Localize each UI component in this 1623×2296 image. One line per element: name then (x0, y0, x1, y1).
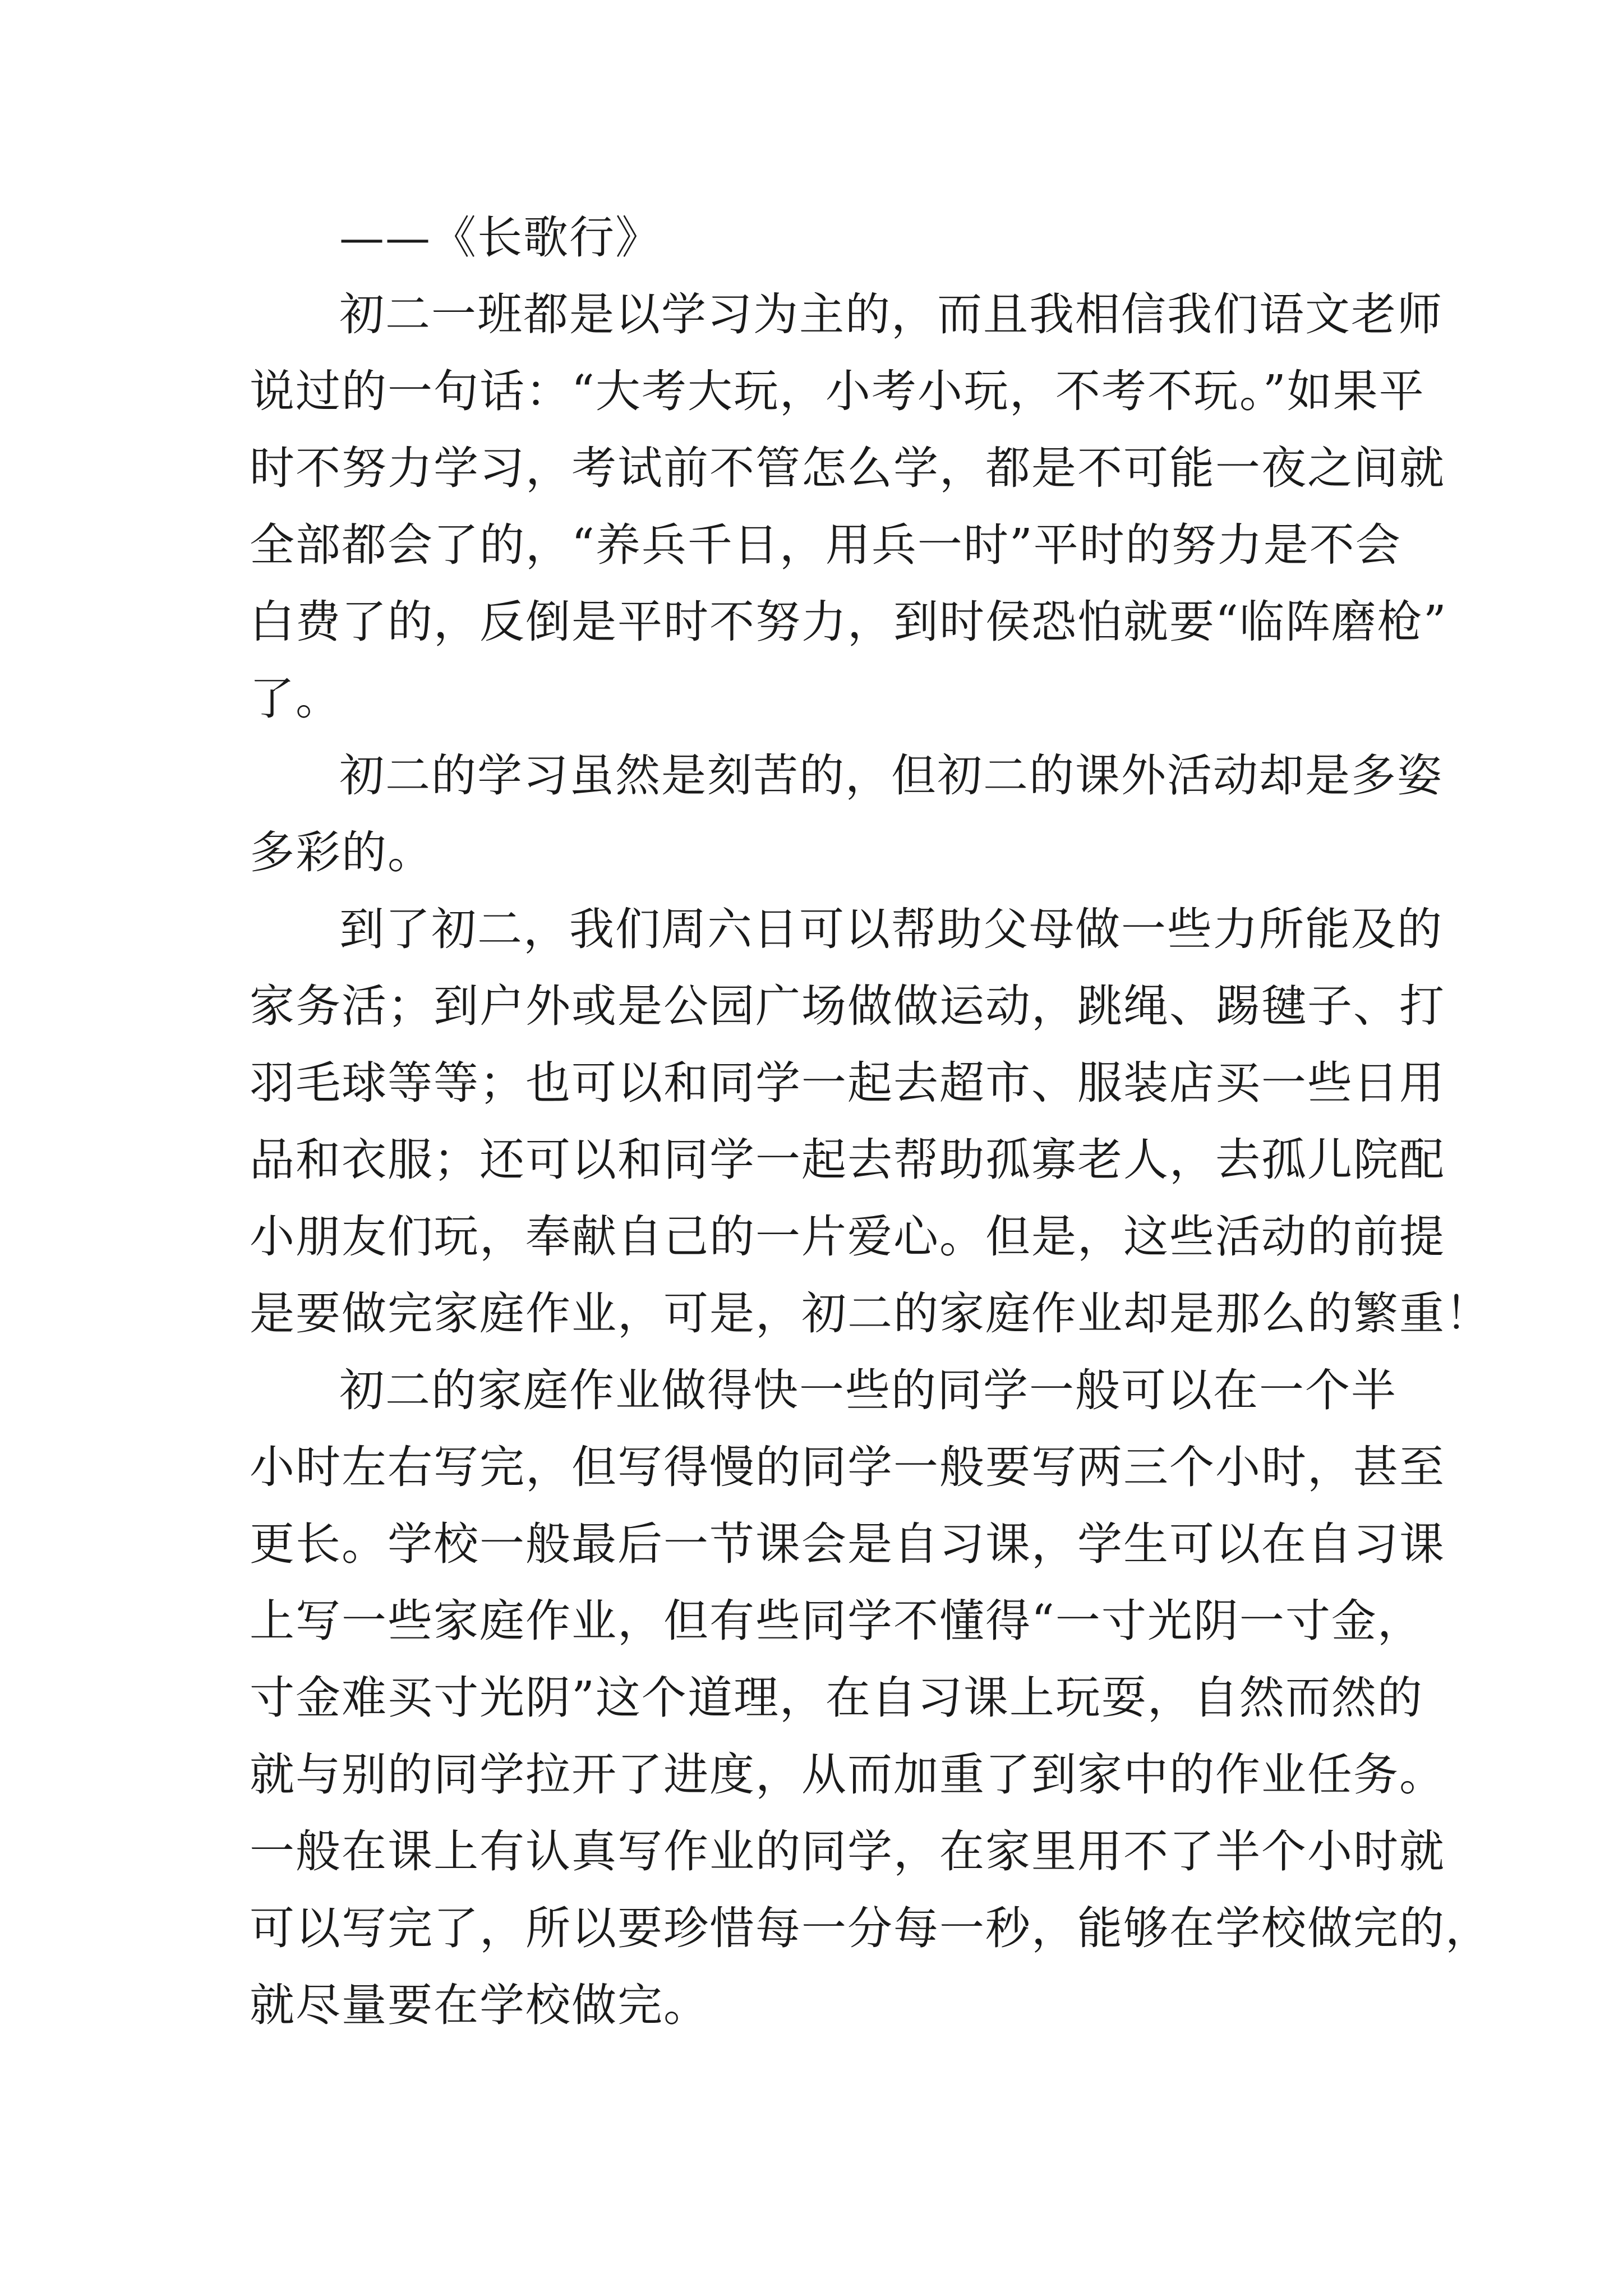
text-line: 了。 (250, 673, 342, 725)
text-line: 白费了的，反倒是平时不努力，到时侯恐怕就要“临阵磨枪” (250, 596, 1447, 648)
text-line: 多彩的。 (250, 826, 434, 878)
text-line: 就与别的同学拉开了进度，从而加重了到家中的作业任务。 (250, 1749, 1445, 1801)
text-line: 寸金难买寸光阴”这个道理，在自习课上玩耍，自然而然的 (250, 1672, 1423, 1724)
text-line: 小朋友们玩，奉献自己的一片爱心。但是，这些活动的前提 (250, 1211, 1445, 1263)
text-line: 更长。学校一般最后一节课会是自习课，学生可以在自习课 (250, 1518, 1445, 1570)
text-line: 可以写完了，所以要珍惜每一分每一秒，能够在学校做完的， (250, 1902, 1491, 1954)
text-line: 家务活；到户外或是公园广场做做运动，跳绳、踢毽子、打 (250, 980, 1445, 1032)
text-line: 说过的一句话：“大考大玩，小考小玩，不考不玩。”如果平 (250, 365, 1425, 417)
text-line: 是要做完家庭作业，可是，初二的家庭作业却是那么的繁重！ (250, 1287, 1491, 1340)
text-line: 时不努力学习，考试前不管怎么学，都是不可能一夜之间就 (250, 442, 1445, 494)
attribution-line: ——《长歌行》 (339, 211, 661, 264)
text-line: 全部都会了的，“养兵千日，用兵一时”平时的努力是不会 (250, 519, 1401, 571)
text-line: 一般在课上有认真写作业的同学，在家里用不了半个小时就 (250, 1825, 1445, 1878)
text-line: 初二的学习虽然是刻苦的，但初二的课外活动却是多姿 (339, 749, 1443, 802)
text-line: 小时左右写完，但写得慢的同学一般要写两三个小时，甚至 (250, 1441, 1445, 1493)
text-line: 到了初二，我们周六日可以帮助父母做一些力所能及的 (339, 903, 1443, 955)
document-body (250, 199, 1491, 2044)
text-line: 上写一些家庭作业，但有些同学不懂得“一寸光阴一寸金， (250, 1595, 1423, 1647)
text-line: 羽毛球等等；也可以和同学一起去超市、服装店买一些日用 (250, 1057, 1445, 1109)
text-line: 初二一班都是以学习为主的，而且我相信我们语文老师 (339, 288, 1443, 341)
text-line: 初二的家庭作业做得快一些的同学一般可以在一个半 (339, 1364, 1397, 1416)
text-line: 品和衣服；还可以和同学一起去帮助孤寡老人，去孤儿院配 (250, 1134, 1445, 1186)
text-line: 就尽量要在学校做完。 (250, 1979, 709, 2031)
